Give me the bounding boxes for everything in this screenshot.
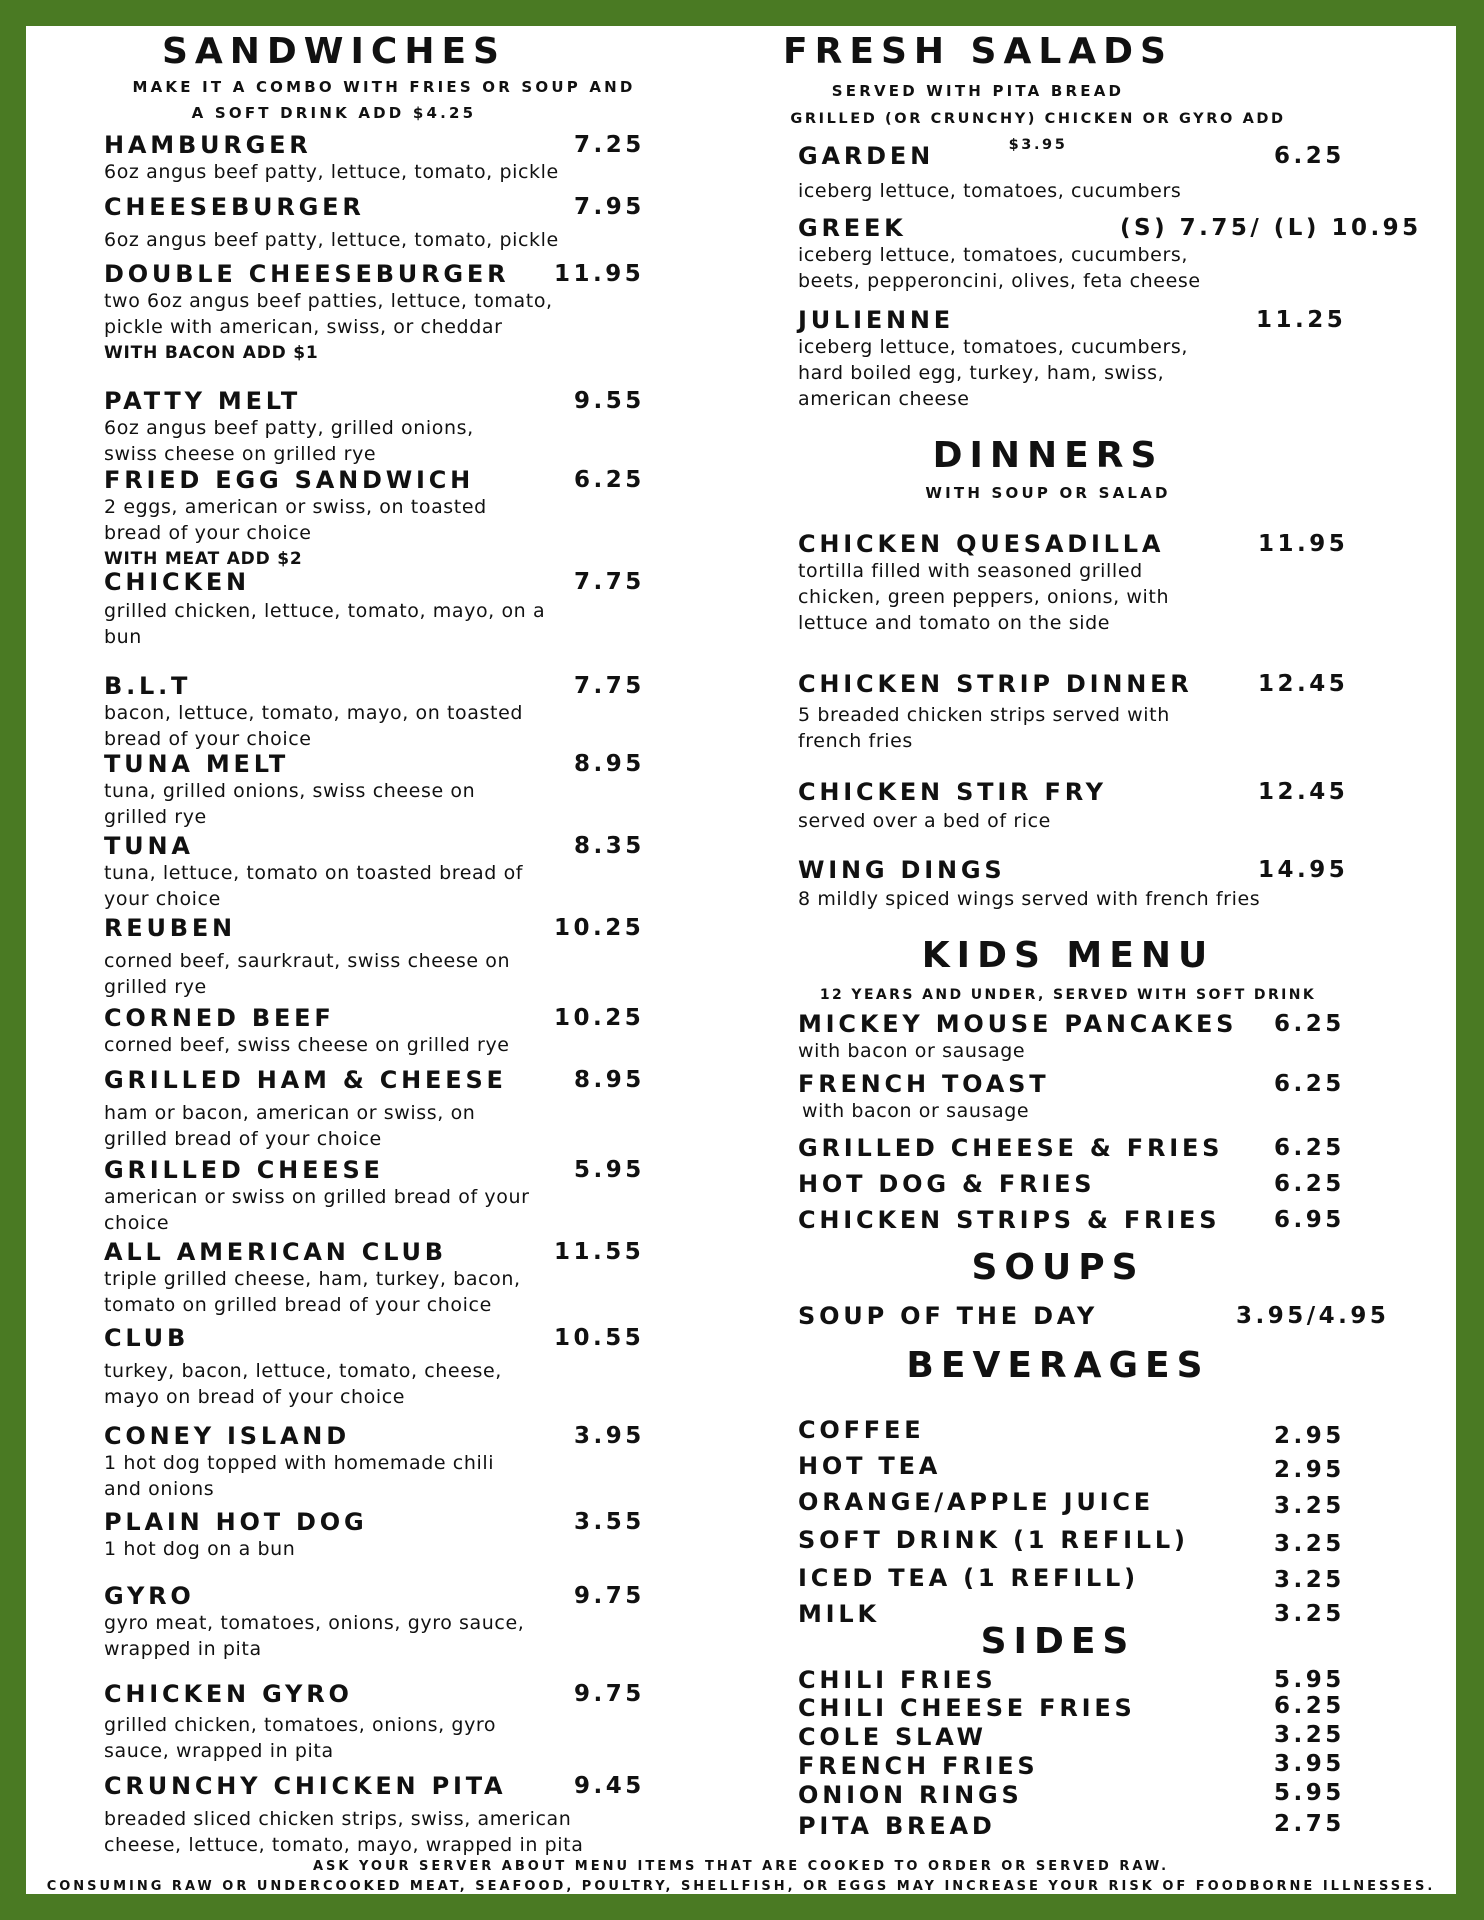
item-price: 3.95/4.95: [1236, 1303, 1390, 1329]
item-description: tortilla filled with seasoned grilled chicken, green peppers, onions, with lettuce and tomato on the side: [798, 560, 1170, 634]
menu-item: [798, 1302, 1458, 1330]
sandwiches-subtitle-1: MAKE IT A COMBO WITH FRIES OR SOUP AND: [132, 78, 636, 96]
item-price: 11.55: [554, 1239, 645, 1265]
menu-item: [104, 193, 664, 253]
item-description: 6oz angus beef patty, grilled onions, swiss cheese on grilled rye: [104, 417, 474, 465]
sandwiches-subtitle-2: A SOFT DRINK ADD $4.25: [191, 104, 477, 122]
item-name: TUNA: [104, 832, 194, 860]
item-price: 12.45: [1258, 779, 1349, 805]
item-name: PITA BREAD: [798, 1812, 996, 1840]
item-price: 7.25: [574, 132, 645, 158]
item-price: 7.95: [574, 194, 645, 220]
menu-item: [798, 214, 1422, 294]
menu-item: [798, 1010, 1458, 1064]
item-price: 3.25: [1274, 1493, 1345, 1519]
item-description: bacon, lettuce, tomato, mayo, on toasted bread of your choice: [104, 702, 524, 750]
item-description: served over a bed of rice: [798, 810, 1051, 832]
salads-title: FRESH SALADS: [783, 31, 1173, 72]
kids-title: KIDS MENU: [921, 935, 1215, 976]
kids-subtitle: 12 YEARS AND UNDER, SERVED WITH SOFT DRINK: [819, 987, 1317, 1003]
item-price: 14.95: [1258, 857, 1349, 883]
item-description: 1 hot dog on a bun: [104, 1538, 296, 1560]
menu-item: [798, 778, 1458, 834]
item-description: 5 breaded chicken strips served with french fries: [798, 704, 1170, 752]
item-name: ICED TEA (1 REFILL): [798, 1564, 1139, 1592]
item-name: HAMBURGER: [104, 131, 312, 159]
item-name: TUNA MELT: [104, 750, 290, 778]
sandwiches-title: SANDWICHES: [162, 31, 506, 72]
item-description: breaded sliced chicken strips, swiss, american cheese, lettuce, tomato, mayo, wrapped in pita: [104, 1808, 584, 1856]
menu-item: [798, 1526, 1458, 1557]
salads-subtitle-1: SERVED WITH PITA BREAD: [831, 82, 1125, 100]
item-name: CRUNCHY CHICKEN PITA: [104, 1772, 507, 1800]
item-name: COLE SLAW: [798, 1723, 987, 1751]
item-price: 3.25: [1274, 1531, 1345, 1557]
item-name: GRILLED HAM & CHEESE: [104, 1066, 507, 1094]
menu-item: [798, 1666, 1458, 1694]
item-price: 9.75: [574, 1583, 645, 1609]
item-name: CHICKEN STRIPS & FRIES: [798, 1206, 1221, 1234]
item-description: ham or bacon, american or swiss, on grilled bread of your choice: [104, 1102, 476, 1150]
menu-item: [104, 1238, 645, 1318]
menu-item: [104, 1508, 664, 1562]
menu-item: [104, 260, 645, 366]
item-price: 12.45: [1258, 671, 1349, 697]
item-description: american or swiss on grilled bread of your choice: [104, 1186, 530, 1234]
menu-item: [798, 1452, 1458, 1483]
footer-line-1: ASK YOUR SERVER ABOUT MENU ITEMS THAT ARE COOKED TO ORDER OR SERVED RAW.: [312, 1859, 1170, 1874]
menu-page: [26, 26, 1456, 1894]
item-price: 11.25: [1256, 307, 1347, 333]
item-name: B.L.T: [104, 672, 192, 700]
item-price: 3.95: [574, 1423, 645, 1449]
item-name: PLAIN HOT DOG: [104, 1508, 368, 1536]
menu-item: [798, 670, 1349, 754]
item-name: GYRO: [104, 1582, 195, 1610]
item-name: CLUB: [104, 1324, 190, 1352]
item-name: MICKEY MOUSE PANCAKES: [798, 1010, 1238, 1038]
item-description: with bacon or sausage: [802, 1100, 1030, 1122]
item-price: 9.55: [574, 388, 645, 414]
item-price: 6.25: [1274, 1171, 1345, 1197]
footer-line-2: CONSUMING RAW OR UNDERCOOKED MEAT, SEAFOOD, POULTRY, SHELLFISH, OR EGGS MAY INCREASE YOUR RISK OF FOODBORNE ILLNESSES.: [46, 1879, 1436, 1894]
menu-item: [798, 1206, 1458, 1234]
dinners-title: DINNERS: [932, 435, 1164, 476]
sides-title: SIDES: [980, 1621, 1136, 1662]
item-price: 10.25: [554, 1005, 645, 1031]
item-name: PATTY MELT: [104, 387, 302, 415]
item-price: 2.95: [1274, 1457, 1345, 1483]
item-price: 5.95: [574, 1157, 645, 1183]
item-name: WING DINGS: [798, 856, 1006, 884]
menu-item: [104, 914, 645, 1000]
menu-item: [104, 1680, 645, 1764]
menu-item: [798, 856, 1458, 912]
item-price: 3.25: [1274, 1601, 1345, 1627]
item-name: CHICKEN GYRO: [104, 1680, 353, 1708]
menu-item: [104, 672, 645, 752]
item-price: 2.95: [1274, 1423, 1345, 1449]
item-description: iceberg lettuce, tomatoes, cucumbers, beets, pepperoncini, olives, feta cheese: [798, 244, 1201, 292]
item-price: 11.95: [554, 261, 645, 287]
item-price: 6.25: [1274, 143, 1345, 169]
menu-item: [798, 1812, 1458, 1840]
menu-item: [798, 1564, 1458, 1592]
menu-item: [104, 131, 664, 185]
item-name: GARDEN: [798, 142, 934, 170]
item-description: grilled chicken, lettuce, tomato, mayo, on a bun: [104, 600, 546, 648]
item-name: CORNED BEEF: [104, 1004, 335, 1032]
menu-item: [104, 466, 645, 572]
soups-title: SOUPS: [971, 1247, 1145, 1288]
dinners-subtitle: WITH SOUP OR SALAD: [925, 484, 1171, 502]
item-price: 9.45: [574, 1773, 645, 1799]
menu-item: [798, 1781, 1458, 1809]
menu-item: [104, 1582, 645, 1662]
item-name: JULIENNE: [798, 306, 955, 334]
beverages-title: BEVERAGES: [906, 1345, 1210, 1386]
menu-item: [798, 1070, 1458, 1124]
item-name: ONION RINGS: [798, 1781, 1023, 1809]
item-price: 2.75: [1274, 1811, 1345, 1837]
item-description: 8 mildly spiced wings served with french fries: [798, 888, 1261, 910]
item-price: 11.95: [1258, 531, 1349, 557]
item-description: triple grilled cheese, ham, turkey, bacon, tomato on grilled bread of your choice: [104, 1268, 521, 1316]
item-name: CHEESEBURGER: [104, 193, 365, 221]
item-name: ORANGE/APPLE JUICE: [798, 1488, 1154, 1516]
item-note: WITH BACON ADD $1: [104, 343, 319, 363]
item-name: HOT TEA: [798, 1452, 942, 1480]
salads-subtitle-2: GRILLED (OR CRUNCHY) CHICKEN OR GYRO ADD $3.95: [790, 111, 1286, 153]
menu-item: [104, 1772, 645, 1858]
menu-item: [104, 832, 645, 912]
item-price: 7.75: [574, 673, 645, 699]
item-price: 7.75: [574, 569, 645, 595]
menu-item: [104, 1004, 664, 1058]
item-name: CHICKEN STRIP DINNER: [798, 670, 1193, 698]
item-description: corned beef, swiss cheese on grilled rye: [104, 1034, 510, 1056]
item-note: WITH MEAT ADD $2: [104, 549, 303, 569]
item-name: CHICKEN QUESADILLA: [798, 530, 1165, 558]
menu-item: [798, 1416, 1458, 1449]
item-description: grilled chicken, tomatoes, onions, gyro sauce, wrapped in pita: [104, 1714, 497, 1762]
item-price: 6.25: [1274, 1011, 1345, 1037]
item-price: 3.95: [1274, 1751, 1345, 1777]
item-name: CHICKEN: [104, 568, 250, 596]
menu-item: [798, 1723, 1458, 1751]
item-name: CHILI CHEESE FRIES: [798, 1694, 1136, 1722]
menu-item: [798, 306, 1347, 412]
item-name: SOUP OF THE DAY: [798, 1302, 1099, 1330]
item-price: (S) 7.75/ (L) 10.95: [1120, 215, 1422, 241]
item-name: DOUBLE CHEESEBURGER: [104, 260, 510, 288]
item-name: REUBEN: [104, 914, 236, 942]
item-description: iceberg lettuce, tomatoes, cucumbers: [798, 180, 1182, 202]
menu-item: [104, 750, 645, 830]
menu-item: [104, 1324, 645, 1410]
item-description: two 6oz angus beef patties, lettuce, tomato, pickle with american, swiss, or cheddar: [104, 290, 553, 338]
menu-item: [798, 1170, 1458, 1198]
menu-item: [798, 1694, 1458, 1722]
item-description: corned beef, saurkraut, swiss cheese on grilled rye: [104, 950, 511, 998]
item-name: MILK: [798, 1600, 880, 1628]
menu-item: [798, 1752, 1458, 1780]
item-price: 10.55: [554, 1325, 645, 1351]
item-name: GRILLED CHEESE & FRIES: [798, 1134, 1224, 1162]
item-price: 10.25: [554, 915, 645, 941]
item-price: 3.55: [574, 1509, 645, 1535]
menu-item: [104, 568, 645, 650]
menu-item: [798, 1134, 1458, 1162]
menu-item: [798, 142, 1458, 204]
menu-item: [798, 530, 1349, 636]
item-price: 6.25: [574, 467, 645, 493]
item-price: 8.35: [574, 833, 645, 859]
item-name: GRILLED CHEESE: [104, 1156, 384, 1184]
item-name: HOT DOG & FRIES: [798, 1170, 1096, 1198]
item-description: tuna, grilled onions, swiss cheese on grilled rye: [104, 780, 476, 828]
menu-item: [104, 387, 645, 467]
item-price: 9.75: [574, 1681, 645, 1707]
item-description: tuna, lettuce, tomato on toasted bread of your choice: [104, 862, 524, 910]
item-description: turkey, bacon, lettuce, tomato, cheese, mayo on bread of your choice: [104, 1360, 502, 1408]
item-name: FRIED EGG SANDWICH: [104, 466, 474, 494]
item-price: 8.95: [574, 1067, 645, 1093]
item-name: COFFEE: [798, 1416, 925, 1444]
item-price: 6.95: [1274, 1207, 1345, 1233]
item-description: 2 eggs, american or swiss, on toasted bread of your choice: [104, 496, 487, 544]
item-description: with bacon or sausage: [798, 1040, 1026, 1062]
item-price: 5.95: [1274, 1780, 1345, 1806]
item-name: ALL AMERICAN CLUB: [104, 1238, 447, 1266]
item-price: 6.25: [1274, 1135, 1345, 1161]
item-description: 6oz angus beef patty, lettuce, tomato, pickle: [104, 229, 559, 251]
menu-item: [104, 1066, 645, 1152]
menu-item: [798, 1488, 1458, 1519]
item-price: 6.25: [1274, 1693, 1345, 1719]
item-description: gyro meat, tomatoes, onions, gyro sauce, wrapped in pita: [104, 1612, 525, 1660]
item-name: CHILI FRIES: [798, 1666, 997, 1694]
item-name: GREEK: [798, 214, 907, 242]
item-name: FRENCH TOAST: [798, 1070, 1050, 1098]
item-description: 1 hot dog topped with homemade chili and onions: [104, 1452, 495, 1500]
item-price: 8.95: [574, 751, 645, 777]
item-name: SOFT DRINK (1 REFILL): [798, 1526, 1189, 1554]
item-name: FRENCH FRIES: [798, 1752, 1039, 1780]
item-name: CONEY ISLAND: [104, 1422, 350, 1450]
item-description: iceberg lettuce, tomatoes, cucumbers, hard boiled egg, turkey, ham, swiss, american cheese: [798, 336, 1189, 410]
menu-item: [104, 1156, 645, 1236]
item-price: 3.25: [1274, 1722, 1345, 1748]
item-price: 5.95: [1274, 1667, 1345, 1693]
item-price: 3.25: [1274, 1567, 1345, 1593]
item-price: 6.25: [1274, 1071, 1345, 1097]
item-description: 6oz angus beef patty, lettuce, tomato, pickle: [104, 161, 559, 183]
item-name: CHICKEN STIR FRY: [798, 778, 1107, 806]
menu-item: [104, 1422, 645, 1502]
